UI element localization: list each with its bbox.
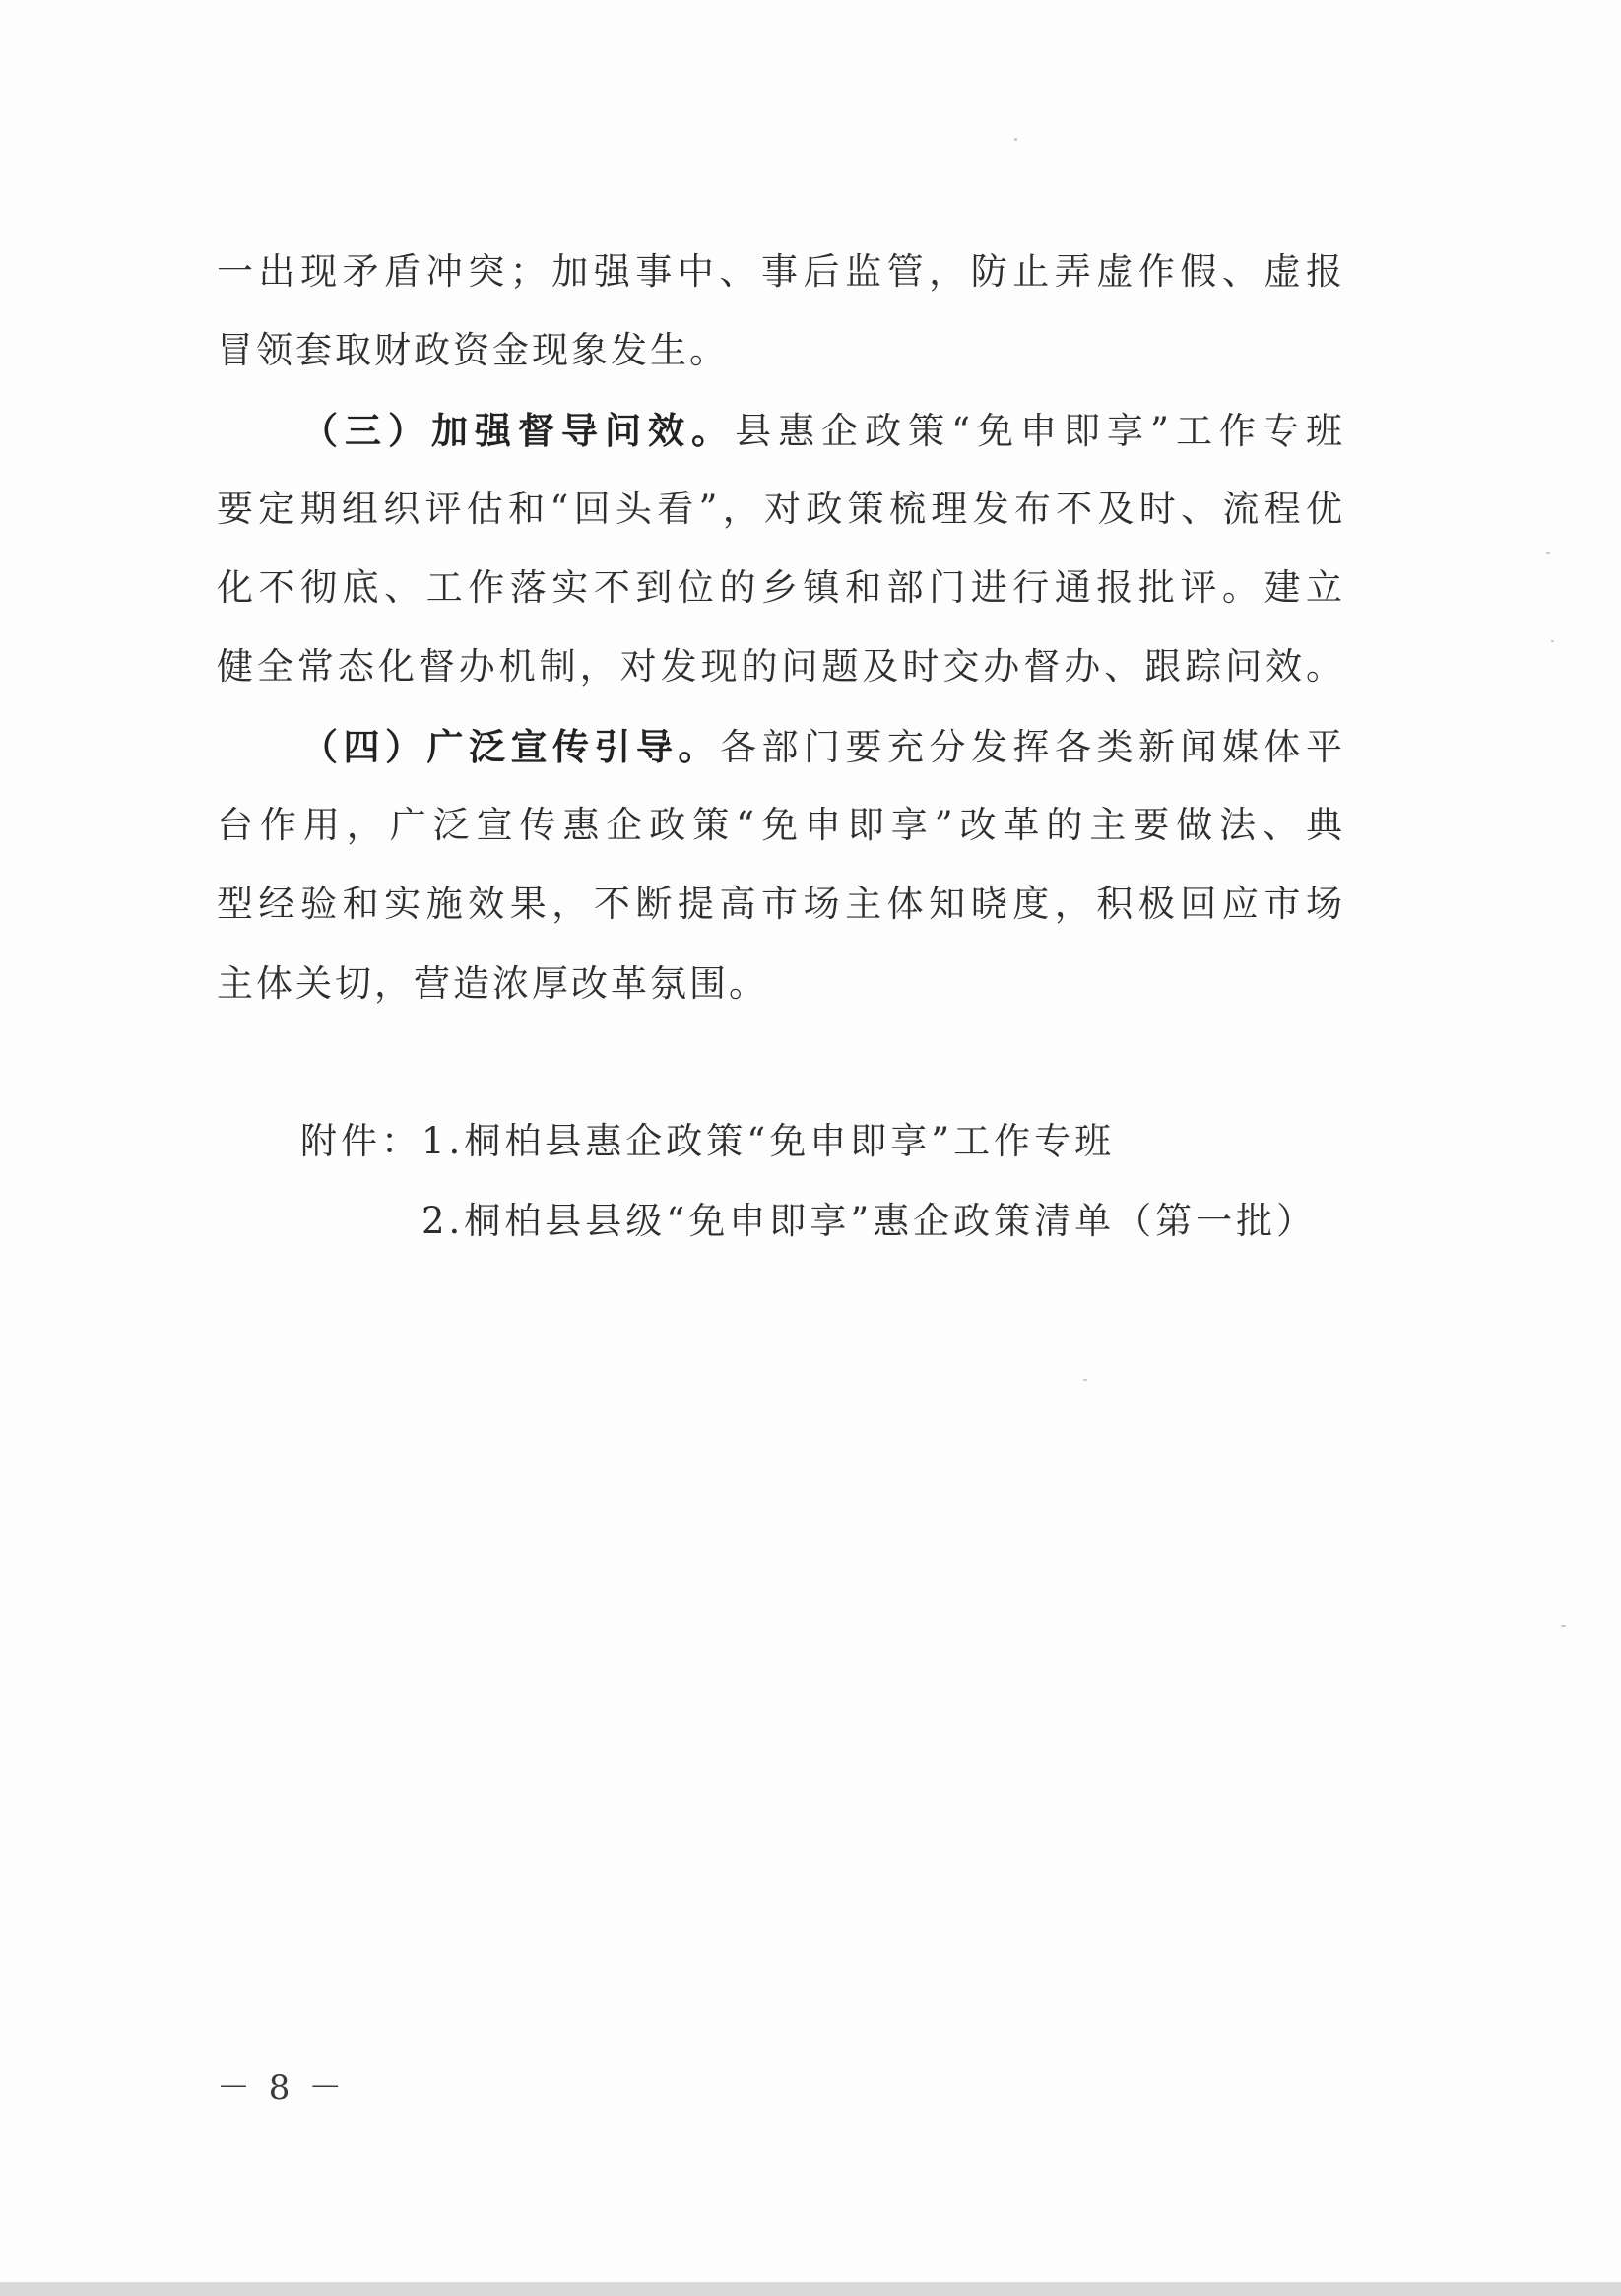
body-text: [217, 232, 1342, 1023]
scan-speck: [1561, 1625, 1566, 1627]
section-4-line: 型经验和实施效果，不断提高市场主体知晓度，积极回应市场: [217, 883, 1342, 926]
attachment-item-2: [421, 1182, 1317, 1261]
attachments-label: 附件：: [300, 1120, 421, 1162]
scan-speck: [1551, 640, 1554, 642]
scan-speck: [1083, 1379, 1087, 1381]
section-3-line: 化不彻底、工作落实不到位的乡镇和部门进行通报批评。建立: [217, 566, 1342, 610]
section-3-first-line-text: 县惠企政策“免申即享”工作专班: [735, 409, 1342, 452]
scan-speck: [1546, 552, 1550, 554]
section-3-line: 要定期组织评估和“回头看”，对政策梳理发布不及时、流程优: [217, 487, 1342, 530]
attachment-item-text: 1.桐柏县惠企政策“免申即享”工作专班: [421, 1120, 1116, 1162]
scan-speck: [1014, 138, 1017, 141]
continuation-line: 一出现矛盾冲突；加强事中、事后监管，防止弄虚作假、虚报: [217, 250, 1342, 293]
section-4-first-line-text: 各部门要充分发挥各类新闻媒体平: [720, 725, 1342, 768]
section-3-line: 健全常态化督办机制，对发现的问题及时交办督办、跟踪问效。: [217, 645, 1342, 689]
page-number: － 8 －: [217, 2068, 347, 2108]
section-3-first-line: [217, 391, 1342, 470]
section-4-line: 主体关切，营造浓厚改革氛围。: [217, 961, 768, 1005]
attachment-item-text: 2.桐柏县县级“免申即享”惠企政策清单（第一批）: [421, 1200, 1318, 1242]
section-4-line: 台作用，广泛宣传惠企政策“免申即享”改革的主要做法、典: [217, 804, 1342, 847]
section-4-first-line: [217, 707, 1342, 786]
scan-bottom-edge: [0, 2282, 1621, 2296]
section-3-heading: （三）加强督导问效。: [301, 408, 736, 452]
section-4-heading: （四）广泛宣传引导。: [301, 724, 720, 768]
continuation-line: 冒领套取财政资金现象发生。: [217, 329, 729, 372]
attachment-item-1: [300, 1102, 1115, 1181]
